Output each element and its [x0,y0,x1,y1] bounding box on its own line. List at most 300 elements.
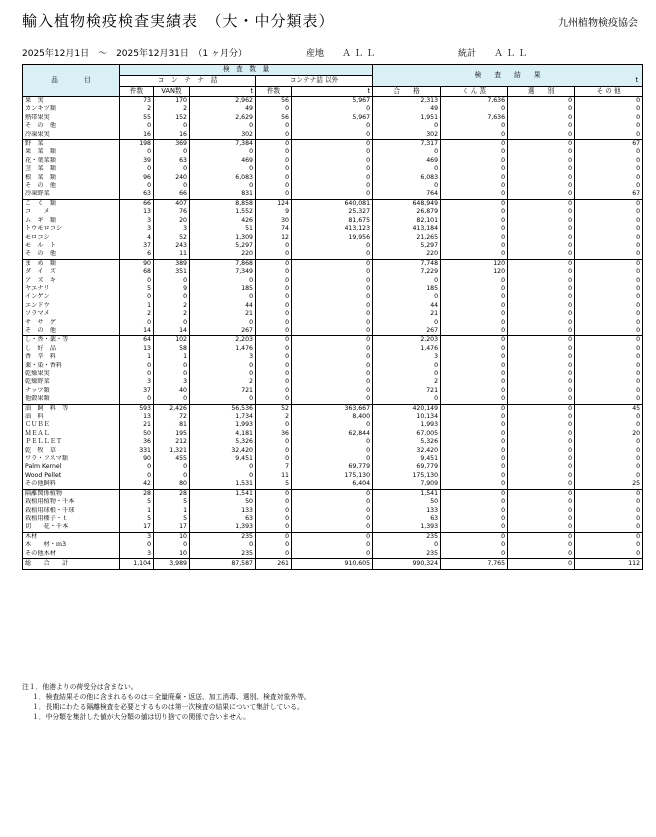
cell-value: 20 [154,217,190,225]
cell-value: 0 [508,157,575,165]
container-header: コ ン テ ナ 詰 [120,76,256,87]
cell-value: 0 [575,472,643,480]
cell-value: 469 [190,157,256,165]
table-row [23,217,643,225]
cell-value: 0 [190,293,256,301]
cell-value: 11 [154,250,190,259]
table-row [23,362,643,370]
cell-value: 0 [256,242,292,250]
cell-value: 0 [373,182,441,190]
note: 注１．他港よりの荷受分は含まない。 [22,683,138,691]
cell-value: 10 [154,550,190,559]
cell-value: 0 [441,489,508,498]
cell-value: 0 [292,378,373,386]
cell-value: 389 [154,259,190,268]
cell-value: 0 [508,190,575,199]
cell-value: 0 [575,362,643,370]
cell-value: 0 [292,259,373,268]
item-name: ＭＥＡＬ [23,430,120,438]
cell-value: 1,951 [373,114,441,122]
cell-value: 175,130 [292,472,373,480]
cell-value: 0 [256,293,292,301]
cell-value: 0 [508,277,575,285]
cell-value: 0 [154,472,190,480]
cell-value: 240 [154,174,190,182]
item-name: 乾燥果実 [23,370,120,378]
cell-value: 0 [190,463,256,471]
cell-value: 3,989 [154,558,190,569]
cell-value: 0 [292,319,373,327]
cell-value: 0 [292,387,373,395]
item-name: Palm Kernel [23,463,120,471]
cell-value: 0 [256,541,292,549]
item-name: インゲン [23,293,120,301]
cell-value: 1,541 [373,489,441,498]
table-row [23,515,643,523]
cell-value: 0 [441,395,508,404]
cell-value: 0 [508,242,575,250]
cell-value: 12 [256,234,292,242]
cell-value: 19,956 [292,234,373,242]
cell-value: 2 [373,378,441,386]
cell-value: 0 [292,302,373,310]
cell-value: 0 [575,242,643,250]
cell-value: 0 [441,455,508,463]
cell-value: 0 [373,319,441,327]
cell-value: 0 [441,498,508,506]
item-name: 野 菜 [23,140,120,149]
cell-value: 0 [441,327,508,336]
cell-value: 26,879 [373,208,441,216]
item-name: そ の 他 [23,250,120,259]
cell-value: 0 [508,480,575,489]
cell-value: 81,675 [292,217,373,225]
cell-value: 0 [292,242,373,250]
table-row [23,353,643,361]
cell-value: 0 [575,225,643,233]
cell-value: 17 [154,523,190,532]
cell-value: 63 [120,190,154,199]
cell-value: 2 [154,310,190,318]
cell-value: 0 [256,362,292,370]
cell-value: 69,779 [292,463,373,471]
footnotes [22,682,311,722]
cell-value: 1,993 [373,421,441,429]
non-container-header: コンテナ詰 以外 [256,76,373,87]
cell-value: 1,476 [373,345,441,353]
cell-value: 0 [256,190,292,199]
cell-value: 21 [120,421,154,429]
cell-value: 0 [292,370,373,378]
cell-value: 0 [575,395,643,404]
item-header: 品 目 [23,65,120,97]
cell-value: 49 [373,105,441,113]
cell-value: 13 [120,413,154,421]
cell-value: 0 [508,438,575,446]
cell-value: 0 [120,165,154,173]
cell-value: 0 [190,148,256,156]
cell-value: 0 [441,140,508,149]
cell-value: 0 [256,336,292,345]
cell-value: 7,349 [190,268,256,276]
table-row [23,463,643,471]
category-row [23,404,643,413]
cell-value: 8,400 [292,413,373,421]
cell-value: 0 [441,541,508,549]
cell-value: 0 [508,97,575,106]
cell-value: 63 [190,515,256,523]
cell-value: 0 [154,148,190,156]
cell-value: 25,327 [292,208,373,216]
cell-value: 1,734 [190,413,256,421]
cell-value: 39 [120,157,154,165]
table-row [23,293,643,301]
item-name: 栽植用球根・千球 [23,507,120,515]
cell-value: 7,229 [373,268,441,276]
cell-value: 28 [154,489,190,498]
item-name: 乾 牧 草 [23,447,120,455]
cell-value: 0 [292,336,373,345]
cell-value: 58 [154,345,190,353]
cell-value: 0 [256,310,292,318]
cell-value: 10 [154,532,190,541]
item-name: トウモロコシ [23,225,120,233]
cell-value: 0 [508,370,575,378]
cell-value: 4 [120,234,154,242]
cell-value: 0 [373,395,441,404]
cell-value: 0 [575,105,643,113]
item-name: モ ル ト [23,242,120,250]
cell-value: 0 [120,362,154,370]
table-row [23,438,643,446]
cell-value: 1,541 [190,489,256,498]
cell-value: 14 [154,327,190,336]
cell-value: 0 [441,242,508,250]
cell-value: 9 [256,208,292,216]
cell-value: 2 [154,302,190,310]
cell-value: 0 [190,182,256,190]
cell-value: 0 [575,148,643,156]
cell-value: 0 [154,362,190,370]
cell-value: 0 [441,174,508,182]
cell-value: 0 [575,336,643,345]
cell-value: 0 [508,336,575,345]
cell-value: 351 [154,268,190,276]
cell-value: 0 [256,515,292,523]
item-name: そ の 他 [23,182,120,190]
cell-value: 0 [441,523,508,532]
cell-value: 0 [292,285,373,293]
item-name: 根 菜 類 [23,174,120,182]
organization-name: 九州植物検疫協会 [558,18,638,29]
cell-value: 0 [292,541,373,549]
cell-value: 0 [575,250,643,259]
cell-value: 0 [292,157,373,165]
cell-value: 5 [154,498,190,506]
item-name: 他穀果類 [23,395,120,404]
cell-value: 0 [154,165,190,173]
cell-value: 4,181 [190,430,256,438]
cell-value: 267 [190,327,256,336]
cell-value: 68 [120,268,154,276]
cell-value: 648,949 [373,199,441,208]
cell-value: 0 [292,353,373,361]
cell-value: 0 [575,165,643,173]
cell-value: 2 [190,378,256,386]
cell-value: 0 [508,507,575,515]
cell-value: 69,779 [373,463,441,471]
cell-value: 243 [154,242,190,250]
cell-value: 0 [441,345,508,353]
cell-value: 1 [154,507,190,515]
cell-value: 25 [575,480,643,489]
column-header: t [190,86,256,97]
cell-value: 2 [120,310,154,318]
cell-value: 0 [256,455,292,463]
cell-value: 0 [441,362,508,370]
cell-value: 62,844 [292,430,373,438]
cell-value: 0 [292,165,373,173]
cell-value: 7,384 [190,140,256,149]
cell-value: 0 [190,122,256,130]
cell-value: 0 [256,302,292,310]
cell-value: 3 [190,353,256,361]
cell-value: 0 [292,190,373,199]
cell-value: 0 [441,182,508,190]
result-header: 検 査 結 果 t [373,65,643,87]
cell-value: 0 [120,148,154,156]
cell-value: 6,083 [190,174,256,182]
table-row [23,395,643,404]
cell-value: 235 [190,550,256,559]
item-name: Wood Pellet [23,472,120,480]
cell-value: 198 [120,140,154,149]
table-row [23,413,643,421]
cell-value: 0 [441,421,508,429]
cell-value: 0 [292,438,373,446]
cell-value: 5,967 [292,97,373,106]
cell-value: 16 [154,131,190,140]
cell-value: 52 [256,404,292,413]
cell-value: 0 [120,472,154,480]
table-row [23,378,643,386]
category-row [23,140,643,149]
cell-value: 0 [190,319,256,327]
cell-value: 721 [190,387,256,395]
cell-value: 0 [441,234,508,242]
item-name: し・香・薬・等 [23,336,120,345]
cell-value: 0 [508,558,575,569]
cell-value: 21 [190,310,256,318]
cell-value: 0 [575,345,643,353]
cell-value: 1 [120,353,154,361]
item-name: ＰＥＬＬＥＴ [23,438,120,446]
cell-value: 7,636 [441,114,508,122]
cell-value: 0 [256,523,292,532]
cell-value: 0 [575,370,643,378]
cell-value: 0 [441,165,508,173]
cell-value: 0 [120,277,154,285]
item-name: 隔離関係植物 [23,489,120,498]
cell-value: 910,605 [292,558,373,569]
cell-value: 0 [441,438,508,446]
cell-value: 175,130 [373,472,441,480]
cell-value: 413,184 [373,225,441,233]
cell-value: 0 [441,157,508,165]
total-row [23,558,643,569]
cell-value: 0 [373,165,441,173]
cell-value: 0 [575,421,643,429]
cell-value: 0 [508,319,575,327]
cell-value: 0 [292,421,373,429]
item-name: 油 飼 料 等 [23,404,120,413]
note: １．検査結果その他に含まれるものは＝全量廃棄・返送、加工消毒、選別、検査対象外等。 [32,693,311,701]
cell-value: 3 [120,378,154,386]
cell-value: 0 [441,285,508,293]
cell-value: 3 [120,225,154,233]
cell-value: 37 [120,387,154,395]
cell-value: 0 [373,148,441,156]
cell-value: 0 [575,217,643,225]
cell-value: 56 [256,97,292,106]
cell-value: 0 [508,387,575,395]
cell-value: 0 [441,480,508,489]
cell-value: 0 [292,174,373,182]
cell-value: 0 [373,541,441,549]
cell-value: 0 [508,541,575,549]
cell-value: 20 [575,430,643,438]
cell-value: 0 [441,413,508,421]
item-name: 栽植用植物・千本 [23,498,120,506]
cell-value: 0 [154,541,190,549]
cell-value: 0 [441,430,508,438]
cell-value: 0 [120,293,154,301]
item-name: 茎 菜 類 [23,165,120,173]
cell-value: 1 [120,302,154,310]
cell-value: 0 [292,515,373,523]
cell-value: 81 [154,421,190,429]
cell-value: 0 [292,293,373,301]
cell-value: 721 [373,387,441,395]
cell-value: 5,326 [373,438,441,446]
cell-value: 0 [508,234,575,242]
cell-value: 0 [441,302,508,310]
cell-value: 7 [256,463,292,471]
cell-value: 0 [292,277,373,285]
cell-value: 2,426 [154,404,190,413]
cell-value: 0 [508,455,575,463]
table-row [23,430,643,438]
cell-value: 0 [190,370,256,378]
cell-value: 5 [256,480,292,489]
cell-value: 0 [256,532,292,541]
cell-value: 96 [120,174,154,182]
cell-value: 0 [154,122,190,130]
cell-value: 1,321 [154,447,190,455]
cell-value: 5,967 [292,114,373,122]
cell-value: 235 [373,550,441,559]
cell-value: 0 [441,515,508,523]
cell-value: 5,326 [190,438,256,446]
cell-value: 0 [575,550,643,559]
table-row [23,472,643,480]
cell-value: 0 [190,277,256,285]
cell-value: 30 [256,217,292,225]
cell-value: 55 [120,114,154,122]
cell-value: 0 [256,550,292,559]
column-header: 合 格 [373,86,441,97]
cell-value: 593 [120,404,154,413]
cell-value: 0 [441,105,508,113]
cell-value: 5 [120,285,154,293]
cell-value: 0 [256,174,292,182]
cell-value: 0 [441,378,508,386]
cell-value: 640,081 [292,199,373,208]
cell-value: 0 [575,455,643,463]
cell-value: 0 [441,447,508,455]
cell-value: 0 [508,532,575,541]
cell-value: 0 [508,498,575,506]
cell-value: 0 [508,413,575,421]
item-name: ソラマメ [23,310,120,318]
cell-value: 52 [154,234,190,242]
cell-value: 28 [120,489,154,498]
cell-value: 0 [575,532,643,541]
cell-value: 5,297 [190,242,256,250]
cell-value: 0 [508,550,575,559]
cell-value: 56,536 [190,404,256,413]
cell-value: 45 [575,404,643,413]
cell-value: 1,476 [190,345,256,353]
cell-value: 0 [120,370,154,378]
cell-value: 13 [120,208,154,216]
cell-value: 0 [120,395,154,404]
table-row [23,165,643,173]
note: １．中分類を集計した値が大分類の値は切り捨ての関係で合いません。 [32,713,250,721]
cell-value: 9,451 [190,455,256,463]
cell-value: 0 [256,370,292,378]
table-row [23,174,643,182]
cell-value: 0 [441,370,508,378]
table-row [23,277,643,285]
cell-value: 0 [292,498,373,506]
item-name: 油 料 [23,413,120,421]
item-name: 栽植用種子・ｔ [23,515,120,523]
cell-value: 0 [575,234,643,242]
item-name: カンキツ類 [23,105,120,113]
cell-value: 14 [120,327,154,336]
cell-value: 413,123 [292,225,373,233]
cell-value: 21,265 [373,234,441,242]
cell-value: 133 [190,507,256,515]
cell-value: 0 [292,268,373,276]
cell-value: 0 [575,438,643,446]
cell-value: 0 [292,131,373,140]
cell-value: 66 [120,199,154,208]
item-name: ヤエナリ [23,285,120,293]
item-name: 乾燥野菜 [23,378,120,386]
cell-value: 0 [575,97,643,106]
cell-value: 0 [256,122,292,130]
cell-value: 0 [575,507,643,515]
table-row [23,387,643,395]
column-header: t [292,86,373,97]
cell-value: 0 [575,541,643,549]
cell-value: 0 [508,515,575,523]
origin-filter: 産地 ＡＬＬ [306,49,379,59]
cell-value: 11 [256,472,292,480]
cell-value: 17 [120,523,154,532]
